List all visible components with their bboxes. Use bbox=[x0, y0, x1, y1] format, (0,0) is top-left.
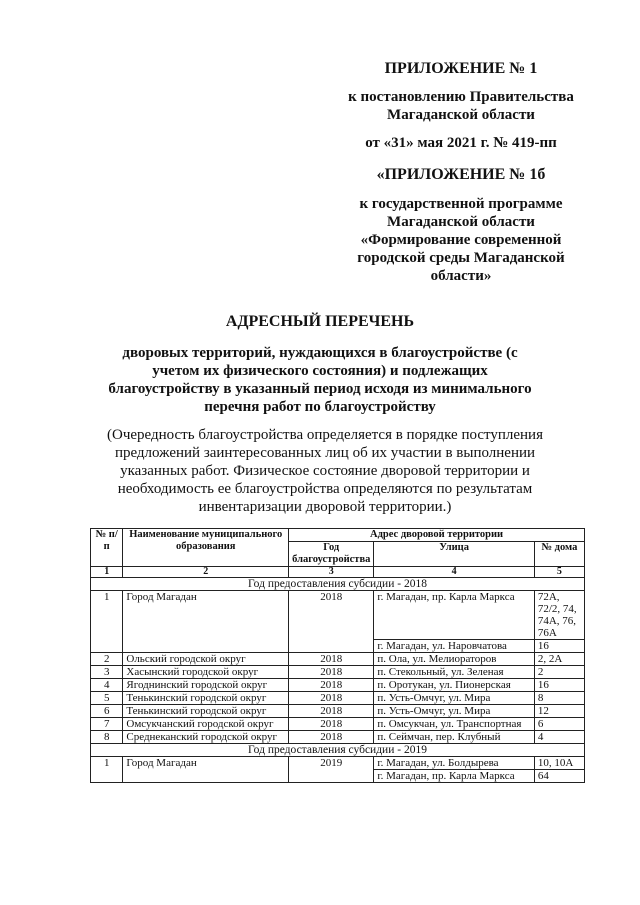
row-num: 7 bbox=[91, 718, 123, 731]
row-municipality: Омсукчанский городской округ bbox=[123, 718, 289, 731]
document-title: АДРЕСНЫЙ ПЕРЕЧЕНЬ bbox=[225, 313, 415, 330]
header-street: Улица bbox=[374, 542, 534, 567]
document-note: (Очередность благоустройства определяется в порядке поступления предложений заинтересованных лиц об их участии в выполнении указанных работ. Физическое состояние дворовой территории и необходимость ее благоустройства определяются по результатам инвентаризации дворовой территории.) bbox=[107, 427, 543, 515]
row-street: п. Сеймчан, пер. Клубный bbox=[374, 731, 534, 744]
column-number: 3 bbox=[289, 567, 374, 578]
row-year: 2018 bbox=[289, 718, 374, 731]
row-num: 8 bbox=[91, 731, 123, 744]
row-year: 2018 bbox=[289, 705, 374, 718]
row-municipality: Хасынский городской округ bbox=[123, 666, 289, 679]
section-2019-heading: Год предоставления субсидии - 2019 bbox=[91, 744, 585, 757]
row-street: г. Магадан, пр. Карла Маркса bbox=[374, 591, 534, 640]
row-municipality: Ягоднинский городской округ bbox=[123, 679, 289, 692]
table-row bbox=[91, 692, 585, 705]
program-reference: к государственной программе Магаданской области «Формирование современной городской среды Магаданской области» bbox=[357, 196, 565, 284]
table-row bbox=[91, 705, 585, 718]
row-house: 2 bbox=[534, 666, 584, 679]
address-table bbox=[90, 528, 585, 783]
row-year: 2018 bbox=[289, 666, 374, 679]
column-number: 5 bbox=[534, 567, 584, 578]
row-num: 6 bbox=[91, 705, 123, 718]
row-street: п. Ола, ул. Мелиораторов bbox=[374, 653, 534, 666]
table-row bbox=[91, 591, 585, 640]
resolution-reference: к постановлению Правительства Магаданской области bbox=[348, 89, 574, 123]
row-house: 4 bbox=[534, 731, 584, 744]
resolution-date: от «31» мая 2021 г. № 419-пп bbox=[365, 135, 557, 151]
table-row bbox=[91, 731, 585, 744]
row-street: п. Усть-Омчуг, ул. Мира bbox=[374, 692, 534, 705]
column-number: 1 bbox=[91, 567, 123, 578]
appendix-heading: ПРИЛОЖЕНИЕ № 1 bbox=[384, 60, 538, 77]
header-house: № дома bbox=[534, 542, 584, 567]
row-street: г. Магадан, пр. Карла Маркса bbox=[374, 770, 534, 783]
row-num: 5 bbox=[91, 692, 123, 705]
row-house: 16 bbox=[534, 640, 584, 653]
row-house: 16 bbox=[534, 679, 584, 692]
table-row bbox=[91, 718, 585, 731]
row-house: 6 bbox=[534, 718, 584, 731]
appendix-1b-heading: «ПРИЛОЖЕНИЕ № 1б bbox=[376, 166, 546, 183]
row-num: 3 bbox=[91, 666, 123, 679]
row-num: 4 bbox=[91, 679, 123, 692]
row-municipality: Среднеканский городской округ bbox=[123, 731, 289, 744]
section-2018-heading: Год предоставления субсидии - 2018 bbox=[91, 578, 585, 591]
row-house: 12 bbox=[534, 705, 584, 718]
row-house: 2, 2А bbox=[534, 653, 584, 666]
row-year: 2018 bbox=[289, 653, 374, 666]
column-number: 4 bbox=[374, 567, 534, 578]
row-municipality: Город Магадан bbox=[123, 591, 289, 653]
document-subtitle: дворовых территорий, нуждающихся в благоустройстве (с учетом их физического состояния) и подлежащих благоустройству в указанный период исходя из минимального перечня работ по благоустройству bbox=[108, 345, 532, 415]
table-row bbox=[91, 666, 585, 679]
row-house: 72А, 72/2, 74, 74А, 76, 76А bbox=[534, 591, 584, 640]
row-street: г. Магадан, ул. Наровчатова bbox=[374, 640, 534, 653]
row-municipality: Город Магадан bbox=[123, 757, 289, 783]
row-num: 2 bbox=[91, 653, 123, 666]
row-house: 64 bbox=[534, 770, 584, 783]
row-num: 1 bbox=[91, 757, 123, 783]
row-year: 2019 bbox=[289, 757, 374, 783]
row-municipality: Тенькинский городской округ bbox=[123, 705, 289, 718]
row-municipality: Ольский городской округ bbox=[123, 653, 289, 666]
header-municipality: Наименование муниципального образования bbox=[123, 529, 289, 567]
header-num: № п/п bbox=[91, 529, 123, 567]
table-row bbox=[91, 679, 585, 692]
row-street: п. Стекольный, ул. Зеленая bbox=[374, 666, 534, 679]
row-year: 2018 bbox=[289, 692, 374, 705]
row-house: 10, 10А bbox=[534, 757, 584, 770]
table-row bbox=[91, 653, 585, 666]
row-house: 8 bbox=[534, 692, 584, 705]
row-street: п. Усть-Омчуг, ул. Мира bbox=[374, 705, 534, 718]
row-street: п. Омсукчан, ул. Транспортная bbox=[374, 718, 534, 731]
row-year: 2018 bbox=[289, 591, 374, 653]
row-street: г. Магадан, ул. Болдырева bbox=[374, 757, 534, 770]
table-row bbox=[91, 757, 585, 770]
header-address-group: Адрес дворовой территории bbox=[289, 529, 585, 542]
row-municipality: Тенькинский городской округ bbox=[123, 692, 289, 705]
column-number: 2 bbox=[123, 567, 289, 578]
row-year: 2018 bbox=[289, 731, 374, 744]
row-year: 2018 bbox=[289, 679, 374, 692]
row-street: п. Оротукан, ул. Пионерская bbox=[374, 679, 534, 692]
row-num: 1 bbox=[91, 591, 123, 653]
header-year: Год благоустройства bbox=[289, 542, 374, 567]
